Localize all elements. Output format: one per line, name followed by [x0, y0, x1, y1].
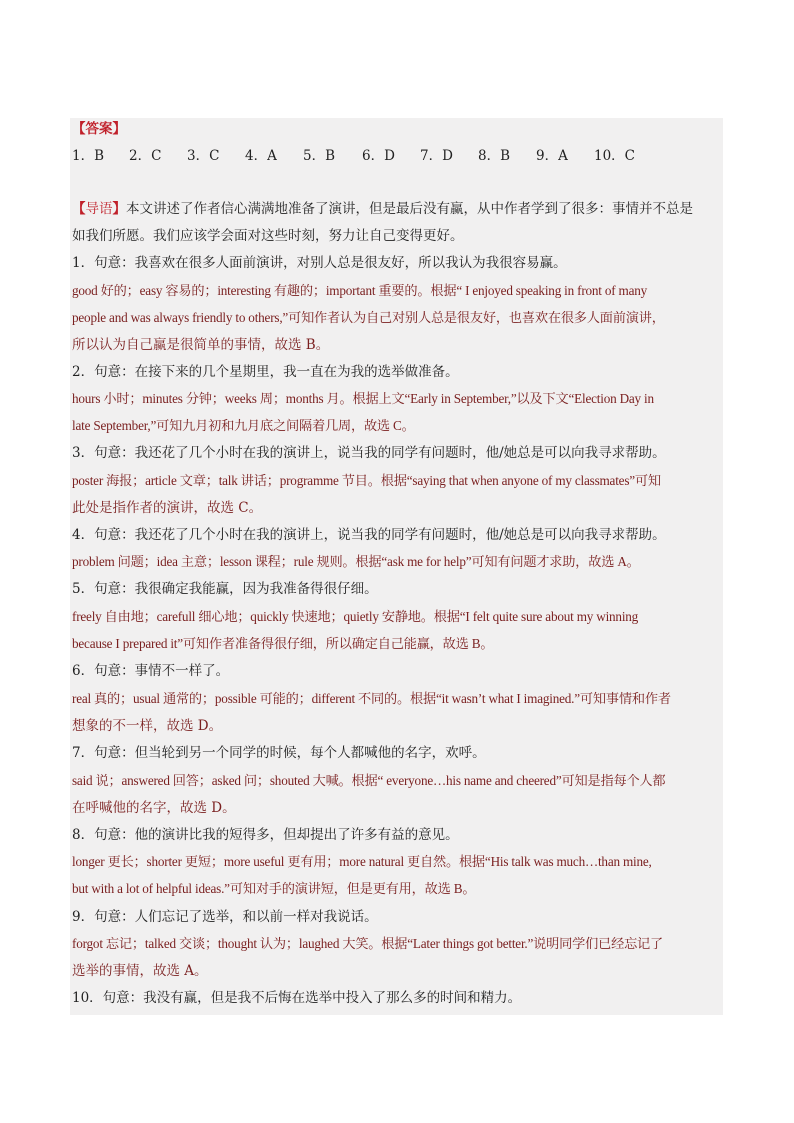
item-9-question: 9．句意：人们忘记了选举，和以前一样对我说话。 [72, 909, 378, 925]
item-1-explanation: good 好的；easy 容易的；interesting 有趣的；important 重要的。根据“ I enjoyed speaking in front of many [72, 283, 648, 298]
answer-item: 9．A [536, 148, 568, 164]
answer-item: 7．D [420, 148, 453, 164]
item-5-explanation: because I prepared it”可知作者准备得很仔细，所以确定自己能赢，故选 B。 [72, 636, 494, 651]
answer-item: 2．C [129, 148, 162, 164]
item-5-explanation: freely 自由地；carefull 细心地；quickly 快速地；quietly 安静地。根据“I felt quite sure about my winning [72, 609, 639, 624]
answer-item: 3．C [187, 148, 220, 164]
item-1-explanation: people and was always friendly to others,”可知作者认为自己对别人总是很友好，也喜欢在很多人面前演讲， [72, 310, 665, 325]
item-9-explanation: 选举的事情，故选 A。 [72, 963, 208, 979]
answer-list [72, 148, 724, 164]
answer-header: 【答案】 [72, 121, 126, 137]
item-7-explanation: 在呼喊他的名字，故选 D。 [72, 800, 236, 816]
item-8-question: 8．句意：他的演讲比我的短得多，但却提出了许多有益的意见。 [72, 827, 459, 843]
intro-line-1: 【导语】本文讲述了作者信心满满地准备了演讲，但是最后没有赢，从中作者学到了很多：事情并不总是 [72, 201, 693, 217]
item-8-explanation: but with a lot of helpful ideas.”可知对手的演讲短，但是更有用，故选 B。 [72, 881, 476, 896]
intro-label: 导语 [85, 201, 113, 217]
item-1-question: 1．句意：我喜欢在很多人面前演讲，对别人总是很友好，所以我认为我很容易赢。 [72, 255, 567, 271]
item-6-question: 6．句意：事情不一样了。 [72, 663, 230, 679]
item-7-explanation: said 说；answered 回答；asked 问；shouted 大喊。根据“ everyone…his name and cheered”可知是指每个人都 [72, 773, 666, 788]
item-2-explanation: hours 小时；minutes 分钟；weeks 周；months 月。根据上文“Early in September,”以及下文“Election Day in [72, 391, 654, 406]
item-3-question: 3．句意：我还花了几个小时在我的演讲上，说当我的同学有问题时，他/她总是可以向我寻求帮助。 [72, 445, 666, 461]
intro-text: 本文讲述了作者信心满满地准备了演讲，但是最后没有赢，从中作者学到了很多：事情并不总是 [126, 201, 693, 217]
intro-line-2: 如我们所愿。我们应该学会面对这些时刻，努力让自己变得更好。 [72, 228, 464, 244]
item-2-question: 2．句意：在接下来的几个星期里，我一直在为我的选举做准备。 [72, 364, 459, 380]
answer-item: 1．B [72, 148, 105, 164]
item-3-explanation: 此处是指作者的演讲，故选 C。 [72, 500, 263, 516]
item-5-question: 5．句意：我很确定我能赢，因为我准备得很仔细。 [72, 581, 378, 597]
item-7-question: 7．句意：但当轮到另一个同学的时候，每个人都喊他的名字，欢呼。 [72, 745, 486, 761]
answer-header-label: 答案 [85, 121, 113, 137]
item-2-explanation: late September,”可知九月初和九月底之间隔着几周，故选 C。 [72, 418, 415, 433]
item-6-explanation: real 真的；usual 通常的；possible 可能的；different 不同的。根据“it wasn’t what I imagined.”可知事情和作者 [72, 691, 671, 706]
answer-item: 8．B [478, 148, 511, 164]
item-8-explanation: longer 更长；shorter 更短；more useful 更有用；more natural 更自然。根据“His talk was much…than mine, [72, 854, 652, 869]
item-6-explanation: 想象的不一样，故选 D。 [72, 718, 223, 734]
item-10-question: 10．句意：我没有赢，但是我不后悔在选举中投入了那么多的时间和精力。 [72, 990, 522, 1006]
item-9-explanation: forgot 忘记；talked 交谈；thought 认为；laughed 大笑。根据“Later things got better.”说明同学们已经忘记了 [72, 936, 664, 951]
answer-item: 5．B [303, 148, 336, 164]
item-4-question: 4．句意：我还花了几个小时在我的演讲上，说当我的同学有问题时，他/她总是可以向我寻求帮助。 [72, 527, 666, 543]
item-3-explanation: poster 海报；article 文章；talk 讲话；programme 节目。根据“saying that when anyone of my classmates”可知 [72, 473, 661, 488]
answer-item: 6．D [362, 148, 395, 164]
answer-item: 4．A [245, 148, 277, 164]
answer-item: 10．C [594, 148, 636, 164]
item-4-explanation: problem 问题；idea 主意；lesson 课程；rule 规则。根据“ask me for help”可知有问题才求助，故选 A。 [72, 554, 640, 569]
item-1-explanation: 所以认为自己赢是很简单的事情，故选 B。 [72, 337, 330, 353]
